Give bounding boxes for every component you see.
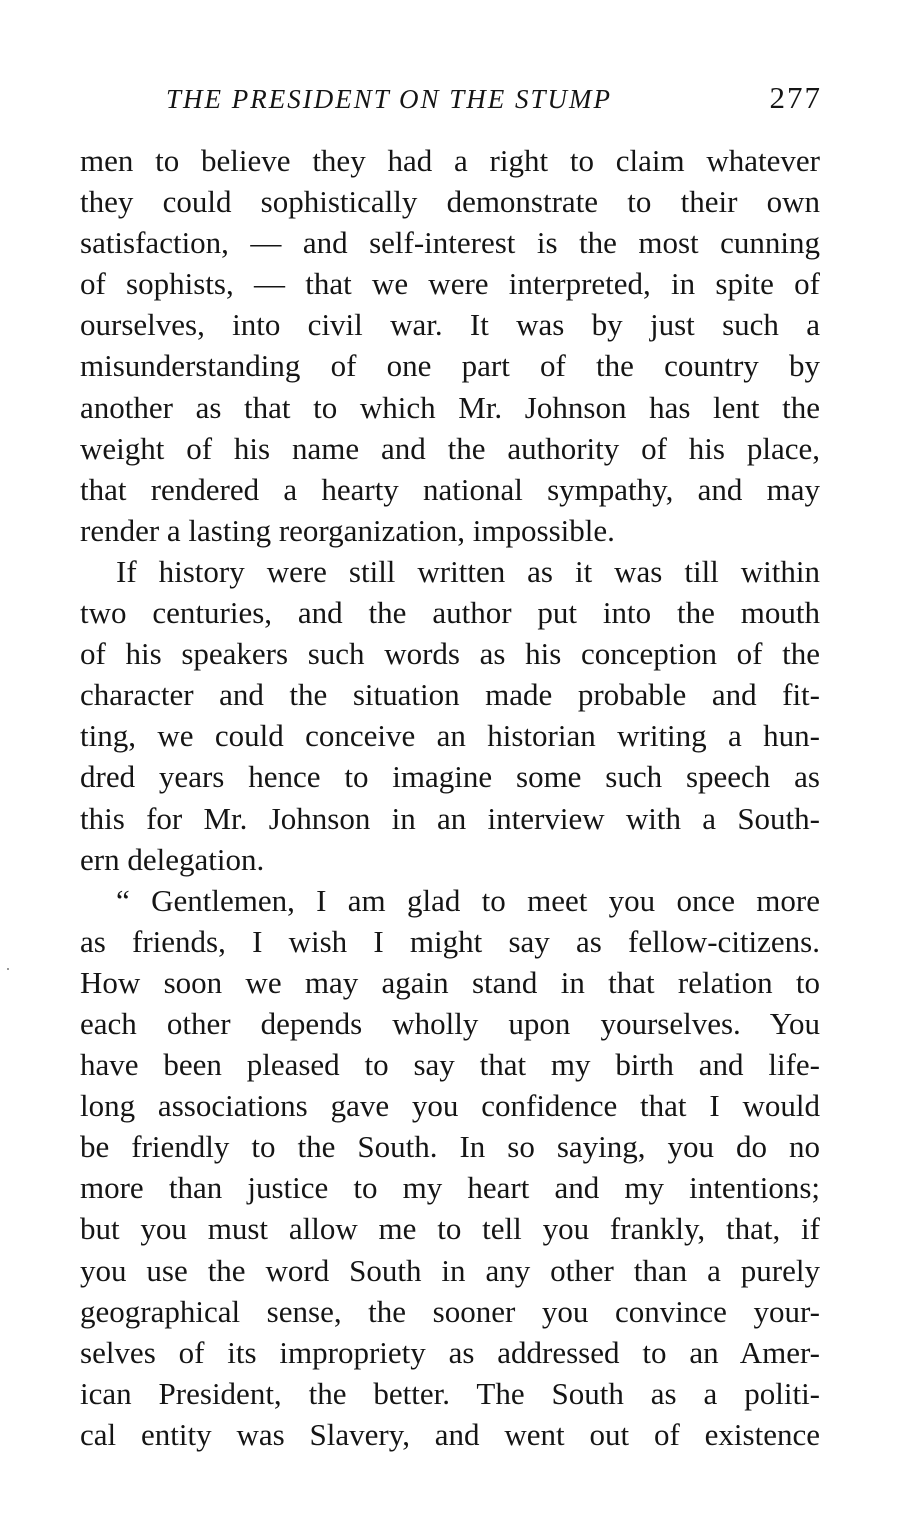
text-line: dred years hence to imagine some such speech as: [80, 759, 820, 795]
text-line: ican President, the better. The South as a politi-: [80, 1375, 820, 1411]
text-line: character and the situation made probable and fit-: [80, 677, 820, 713]
text-line: satisfaction, — and self-interest is the most cunning: [80, 225, 820, 261]
margin-speck: [7, 968, 9, 970]
text-line: that rendered a hearty national sympathy, and may: [80, 471, 820, 507]
text-line: they could sophistically demonstrate to their own: [80, 184, 820, 220]
text-line: cal entity was Slavery, and went out of existence: [80, 1416, 820, 1452]
paragraph-first-line: “ Gentlemen, I am glad to meet you once more: [116, 882, 820, 918]
text-line: geographical sense, the sooner you convince your-: [80, 1293, 820, 1329]
text-line: have been pleased to say that my birth and life-: [80, 1047, 820, 1083]
text-line: you use the word South in any other than a purely: [80, 1252, 820, 1288]
text-line: selves of its impropriety as addressed to an Amer-: [80, 1334, 820, 1370]
text-line: How soon we may again stand in that relation to: [80, 964, 820, 1000]
text-line: of his speakers such words as his conception of the: [80, 636, 820, 672]
text-line: each other depends wholly upon yourselves. You: [80, 1005, 820, 1041]
running-head: [82, 80, 822, 122]
text-line: be friendly to the South. In so saying, you do no: [80, 1129, 820, 1165]
text-line: weight of his name and the authority of his place,: [80, 430, 820, 466]
text-line: men to believe they had a right to claim whatever: [80, 143, 820, 178]
paragraph-last-line: render a lasting reorganization, impossible.: [80, 512, 615, 548]
text-line: this for Mr. Johnson in an interview with a South-: [80, 800, 820, 836]
text-line: of sophists, — that we were interpreted, in spite of: [80, 266, 820, 302]
page-number: 277: [769, 80, 822, 115]
text-line: ting, we could conceive an historian writing a hun-: [80, 718, 820, 754]
paragraph-first-line: If history were still written as it was till within: [116, 553, 820, 589]
text-line: another as that to which Mr. Johnson has lent the: [80, 389, 820, 425]
text-line: two centuries, and the author put into the mouth: [80, 595, 820, 631]
text-line: misunderstanding of one part of the country by: [80, 348, 820, 384]
text-line: more than justice to my heart and my intentions;: [80, 1170, 820, 1206]
body-text: [80, 140, 820, 1455]
text-line: but you must allow me to tell you frankly, that, if: [80, 1211, 820, 1247]
paragraph-last-line: ern delegation.: [80, 841, 265, 877]
text-line: as friends, I wish I might say as fellow-citizens.: [80, 923, 820, 959]
text-line: long associations gave you confidence that I would: [80, 1088, 820, 1124]
running-head-title: THE PRESIDENT ON THE STUMP: [166, 84, 613, 114]
text-line: ourselves, into civil war. It was by just such a: [80, 307, 820, 343]
